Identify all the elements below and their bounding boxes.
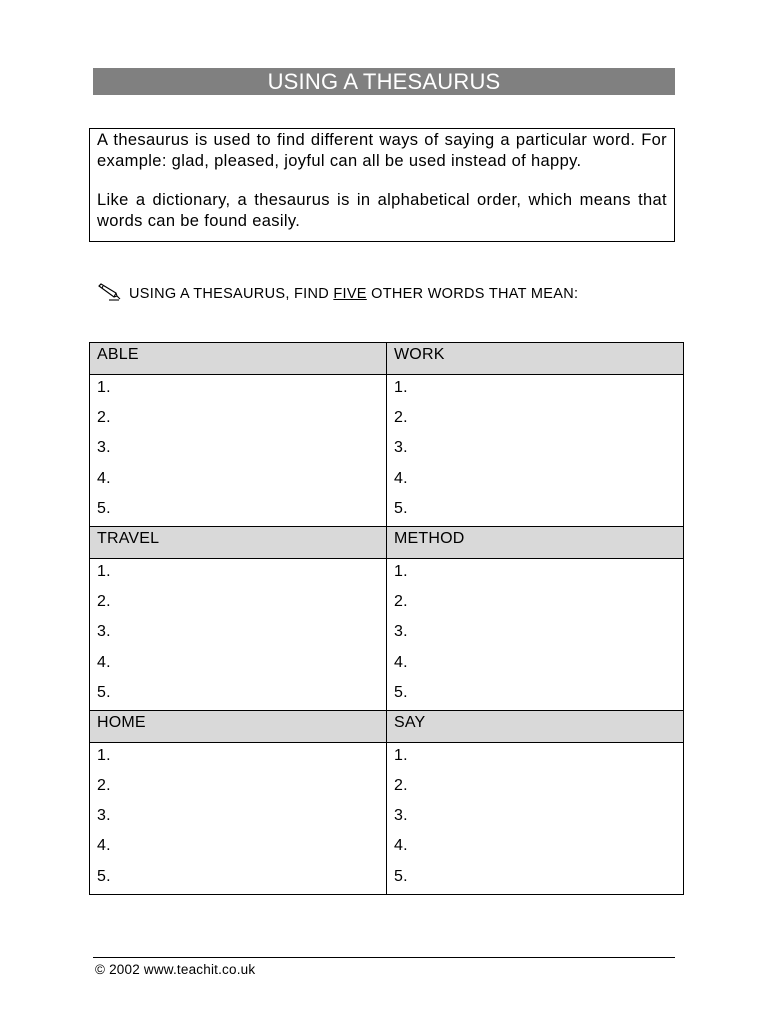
answer-line: 5. <box>394 499 408 517</box>
answer-cell-home[interactable] <box>90 742 387 894</box>
answer-line: 3. <box>394 439 408 457</box>
answer-line: 1. <box>394 746 408 764</box>
answer-line: 1. <box>97 379 111 396</box>
answer-line: 5. <box>97 867 111 885</box>
answer-line: 3. <box>97 807 111 825</box>
answer-line: 2. <box>394 593 408 611</box>
answer-line: 1. <box>394 379 408 396</box>
answer-line: 3. <box>97 623 111 641</box>
footer-divider <box>93 957 675 958</box>
answer-line: 1. <box>97 746 111 764</box>
word-header-able: ABLE <box>90 343 387 375</box>
answer-line: 4. <box>97 837 111 855</box>
answer-cell-method[interactable] <box>387 558 684 710</box>
answer-line: 3. <box>394 623 408 641</box>
answer-row <box>90 375 684 527</box>
word-header-work: WORK <box>387 343 684 375</box>
word-header-home: HOME <box>90 710 387 742</box>
word-header-say: SAY <box>387 710 684 742</box>
answer-line: 2. <box>394 777 408 795</box>
answer-line: 2. <box>394 409 408 427</box>
pencil-icon <box>97 283 121 303</box>
answer-line: 1. <box>97 562 111 580</box>
answer-line: 5. <box>394 867 408 885</box>
answer-line: 4. <box>394 469 408 487</box>
instruction-text-start: USING A THESAURUS, FIND <box>129 286 334 302</box>
intro-paragraph-1: A thesaurus is used to find different ways of saying a particular word. For example: glad, pleased, joyful can all be used instead of happy. <box>97 131 667 170</box>
answer-cell-say[interactable] <box>387 742 684 894</box>
answer-line: 5. <box>97 683 111 701</box>
instruction-text-end: OTHER WORDS THAT MEAN: <box>366 286 579 302</box>
word-header-row <box>90 526 684 558</box>
answer-line: 4. <box>97 469 111 487</box>
answer-line: 4. <box>97 653 111 671</box>
answer-line: 3. <box>394 807 408 825</box>
word-header-travel: TRAVEL <box>90 526 387 558</box>
answer-line: 1. <box>394 562 408 580</box>
page-title: USING A THESAURUS <box>93 68 675 95</box>
word-header-row <box>90 343 684 375</box>
instruction <box>97 283 578 305</box>
answer-line: 4. <box>394 653 408 671</box>
answer-cell-travel[interactable] <box>90 558 387 710</box>
intro-paragraph-2: Like a dictionary, a thesaurus is in alphabetical order, which means that words can be found easily. <box>97 191 667 230</box>
footer-copyright: © 2002 www.teachit.co.uk <box>95 962 256 977</box>
answer-line: 5. <box>394 683 408 701</box>
word-header-row <box>90 710 684 742</box>
instruction-emphasis: FIVE <box>333 286 367 302</box>
answer-line: 2. <box>97 593 111 611</box>
answer-line: 5. <box>97 499 111 517</box>
answer-line: 3. <box>97 439 111 457</box>
answer-cell-able[interactable] <box>90 375 387 527</box>
answer-line: 2. <box>97 409 111 427</box>
word-table <box>89 342 684 895</box>
answer-row <box>90 558 684 710</box>
answer-line: 4. <box>394 837 408 855</box>
intro-box <box>89 128 675 242</box>
word-header-method: METHOD <box>387 526 684 558</box>
answer-cell-work[interactable] <box>387 375 684 527</box>
answer-row <box>90 742 684 894</box>
answer-line: 2. <box>97 777 111 795</box>
